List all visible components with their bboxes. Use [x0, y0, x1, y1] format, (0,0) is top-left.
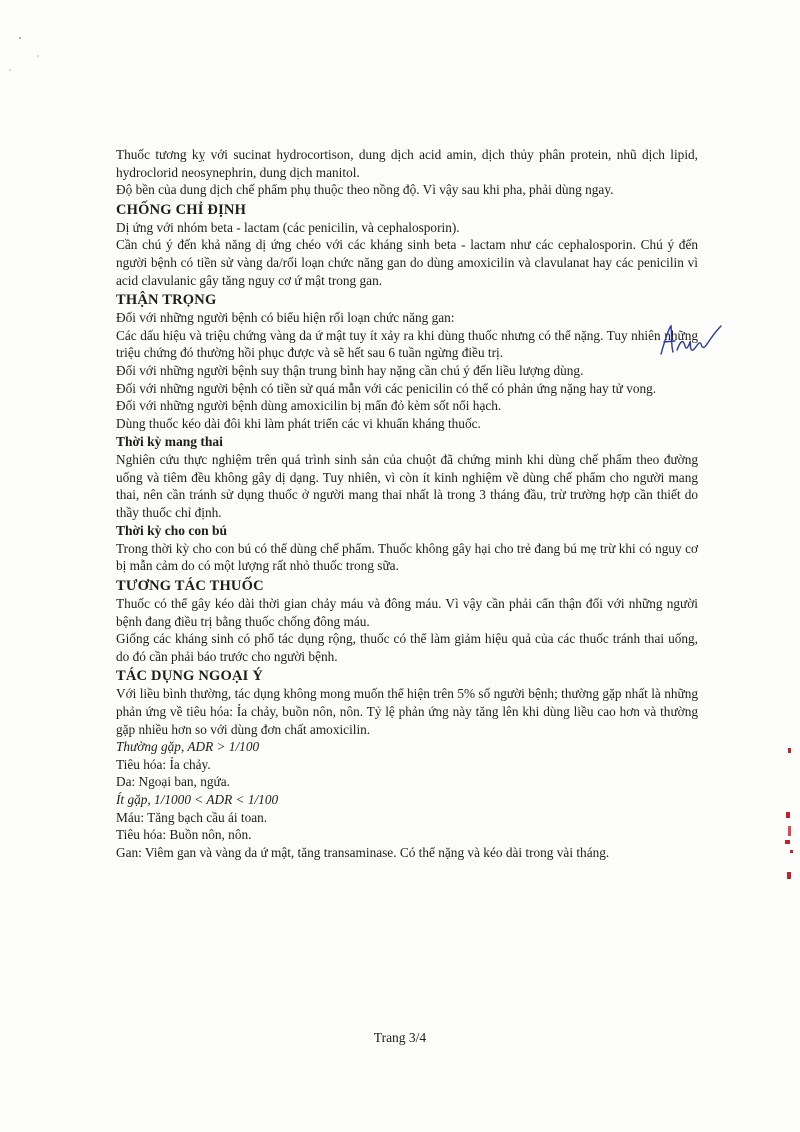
subsection-heading: Thời kỳ mang thai: [116, 434, 223, 450]
section-heading: THẬN TRỌNG: [116, 292, 217, 309]
paragraph: Tiêu hóa: Buồn nôn, nôn.: [116, 827, 252, 843]
paragraph: Thuốc tương kỵ với sucinat hydrocortison, dung dịch acid amin, dịch thủy phân protein, nhũ dịch lipid, hydroclorid neosynephrin, dung dịch manitol.: [116, 147, 698, 180]
paragraph: Đối với những người bệnh dùng amoxicilin bị mẩn đỏ kèm sốt nổi hạch.: [116, 398, 502, 414]
paragraph: Trong thời kỳ cho con bú có thể dùng chế phẩm. Thuốc không gây hại cho trẻ đang bú mẹ trừ khi có nguy cơ bị mẫn cảm do có một lượng rất nhỏ thuốc trong sữa.: [116, 540, 698, 574]
paragraph: Thuốc có thể gây kéo dài thời gian chảy máu và đông máu. Vì vậy cần phải cẩn thận đối với những người bệnh đang điều trị bằng thuốc chống đông máu.: [116, 596, 698, 629]
scan-specks: [0, 0, 60, 85]
paragraph: Nghiên cứu thực nghiệm trên quá trình sinh sản của chuột đã chứng minh khi dùng chế phẩm theo đường uống và tiêm đều không gây dị dạng. Tuy nhiên, vì còn ít kinh nghiệm về dùng chế phẩm cho người mang thai, nên cần tránh sử dụng thuốc ở người mang thai nhất là trong 3 tháng đầu, trừ trường hợp cần thiết do thầy thuốc chỉ định.: [116, 451, 698, 520]
paragraph: Dùng thuốc kéo dài đôi khi làm phát triển các vi khuẩn kháng thuốc.: [116, 415, 481, 431]
paragraph: Giống các kháng sinh có phổ tác dụng rộng, thuốc có thể làm giảm hiệu quả của các thuốc tránh thai uống, do đó cần phải báo trước cho người bệnh.: [116, 631, 698, 664]
paragraph: Tiêu hóa: Ỉa chảy.: [116, 756, 211, 772]
section-heading: TÁC DỤNG NGOẠI Ý: [116, 668, 263, 685]
handwritten-signature: [655, 322, 725, 367]
frequency-label: Ít gặp, 1/1000 < ADR < 1/100: [116, 792, 279, 807]
frequency-label: Thường gặp, ADR > 1/100: [116, 739, 260, 755]
paragraph: Với liều bình thường, tác dụng không mong muốn thể hiện trên 5% số người bệnh; thường gặp nhất là những phản ứng về tiêu hóa: Ỉa chảy, buồn nôn, nôn. Tỷ lệ phản ứng này tăng lên khi dùng liều cao hơn và thường gặp nhiều hơn so với dùng đơn chất amoxicilin.: [116, 686, 698, 737]
paragraph: Máu: Tăng bạch cầu ái toan.: [116, 809, 268, 825]
paragraph: Cần chú ý đến khả năng dị ứng chéo với các kháng sinh beta - lactam như các cephalosporin. Chú ý đến người bệnh có tiền sử vàng da/rối loạn chức năng gan do dùng amoxicilin và clavulanat hay các penicilin vì acid clavulanic gây tăng nguy cơ ứ mật trong gan.: [116, 237, 698, 288]
paragraph: Đối với những người bệnh có tiền sử quá mẫn với các penicilin có thể có phản ứng nặng hay tử vong.: [116, 380, 657, 396]
paragraph: Các dấu hiệu và triệu chứng vàng da ứ mật tuy ít xảy ra khi dùng thuốc nhưng có thể nặng. Tuy nhiên những triệu chứng đó thường hồi phục được và sẽ hết sau 6 tuần ngừng điều trị.: [116, 327, 698, 361]
stamp-edge-marks: [770, 740, 800, 905]
subsection-heading: Thời kỳ cho con bú: [116, 523, 228, 539]
paragraph: Độ bền của dung dịch chế phẩm phụ thuộc theo nồng độ. Vì vậy sau khi pha, phải dùng ngay.: [116, 182, 614, 198]
paragraph: Gan: Viêm gan và vàng da ứ mật, tăng transaminase. Có thể nặng và kéo dài trong vài tháng.: [116, 844, 610, 860]
section-heading: TƯƠNG TÁC THUỐC: [116, 578, 264, 595]
document-body: [116, 146, 698, 861]
paragraph: Đối với những người bệnh suy thận trung bình hay nặng cần chú ý đến liều lượng dùng.: [116, 362, 584, 378]
page-number: Trang 3/4: [373, 1030, 427, 1045]
paragraph: Đối với những người bệnh có biểu hiện rối loạn chức năng gan:: [116, 310, 455, 326]
paragraph: Da: Ngoại ban, ngứa.: [116, 774, 230, 790]
paragraph: Dị ứng với nhóm beta - lactam (các penicilin, và cephalosporin).: [116, 219, 460, 235]
section-heading: CHỐNG CHỈ ĐỊNH: [116, 201, 247, 218]
